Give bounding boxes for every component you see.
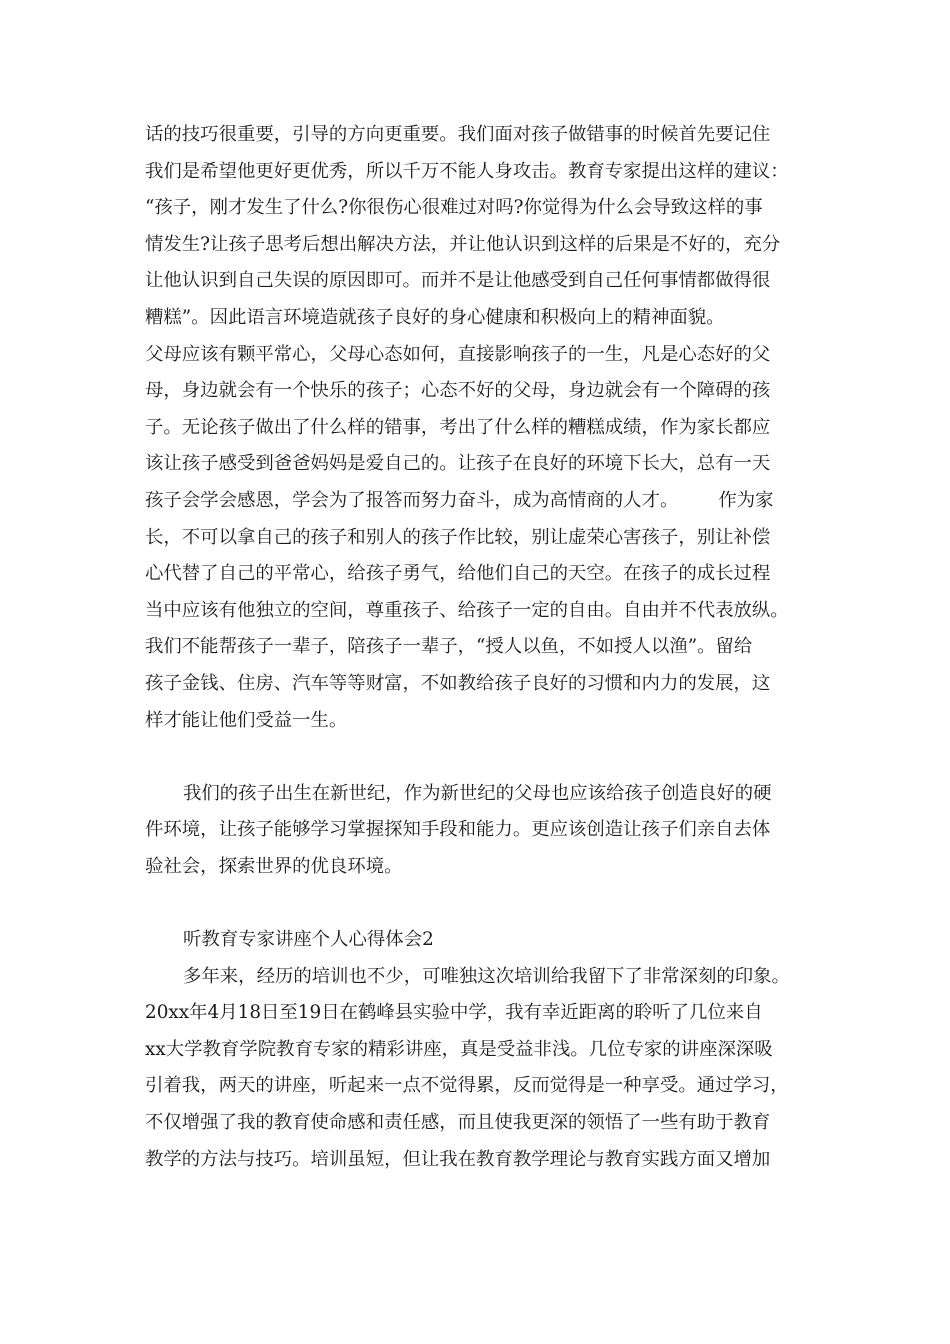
text-line: 母，身边就会有一个快乐的孩子；心态不好的父母，身边就会有一个障碍的孩 <box>145 380 771 402</box>
text-line: 糟糕”。因此语言环境造就孩子良好的身心健康和积极向上的精神面貌。 <box>145 306 725 328</box>
text-line: 长，不可以拿自己的孩子和别人的孩子作比较，别让虚荣心害孩子，别让补偿 <box>145 526 771 548</box>
text-line: 我们是希望他更好更优秀，所以千万不能人身攻击。教育专家提出这样的建议： <box>145 160 789 182</box>
paragraph-gap <box>145 739 805 776</box>
text-line: 引着我，两天的讲座，听起来一点不觉得累，反而觉得是一种享受。通过学习， <box>145 1075 789 1097</box>
text-line: 孩子金钱、住房、汽车等等财富，不如教给孩子良好的习惯和内力的发展，这 <box>145 672 771 694</box>
paragraph-gap <box>145 885 805 922</box>
text-line: xx大学教育学院教育专家的精彩讲座，真是受益非浅。几位专家的讲座深深吸 <box>145 1038 773 1060</box>
text-line: 我们的孩子出生在新世纪，作为新世纪的父母也应该给孩子创造良好的硬 <box>183 782 772 804</box>
text-line: 教学的方法与技巧。培训虽短，但让我在教育教学理论与教育实践方面又增加 <box>145 1148 771 1170</box>
text-line: 心代替了自己的平常心，给孩子勇气，给他们自己的天空。在孩子的成长过程 <box>145 563 771 585</box>
document-body <box>145 117 805 1178</box>
text-line: “孩子，刚才发生了什么?你很伤心很难过对吗?你觉得为什么会导致这样的事 <box>145 197 763 219</box>
text-line: 让他认识到自己失误的原因即可。而并不是让他感受到自己任何事情都做得很 <box>145 270 771 292</box>
section-heading: 听教育专家讲座个人心得体会2 <box>183 929 434 951</box>
text-line: 20xx年4月18日至19日在鹤峰县实验中学，我有幸近距离的聆听了几位来自 <box>145 1002 763 1024</box>
text-line: 多年来，经历的培训也不少，可唯独这次培训给我留下了非常深刻的印象。 <box>183 965 790 987</box>
paragraph-start-segment: 作为家 <box>718 489 774 511</box>
text-segment: 孩子会学会感恩，学会为了报答而努力奋斗，成为高情商的人才。 <box>145 489 679 511</box>
text-line: 情发生?让孩子思考后想出解决方法，并让他认识到这样的后果是不好的，充分 <box>145 233 781 255</box>
text-line: 话的技巧很重要，引导的方向更重要。我们面对孩子做错事的时候首先要记住 <box>145 124 771 145</box>
text-line: 我们不能帮孩子一辈子，陪孩子一辈子，“授人以鱼，不如授人以渔”。留给 <box>145 636 753 658</box>
text-line: 样才能让他们受益一生。 <box>145 709 348 731</box>
text-line: 子。无论孩子做出了什么样的错事，考出了什么样的糟糕成绩，作为家长都应 <box>145 416 771 438</box>
text-line-with-continuation <box>145 483 805 520</box>
text-line: 父母应该有颗平常心，父母心态如何，直接影响孩子的一生，凡是心态好的父 <box>145 343 771 365</box>
text-line: 该让孩子感受到爸爸妈妈是爱自己的。让孩子在良好的环境下长大，总有一天 <box>145 453 771 475</box>
text-line: 验社会，探索世界的优良环境。 <box>145 855 403 877</box>
text-line: 当中应该有他独立的空间，尊重孩子、给孩子一定的自由。自由并不代表放纵。 <box>145 599 789 621</box>
text-line: 不仅增强了我的教育使命感和责任感，而且使我更深的领悟了一些有助于教育 <box>145 1112 771 1134</box>
text-line: 件环境，让孩子能够学习掌握探知手段和能力。更应该创造让孩子们亲自去体 <box>145 819 771 841</box>
